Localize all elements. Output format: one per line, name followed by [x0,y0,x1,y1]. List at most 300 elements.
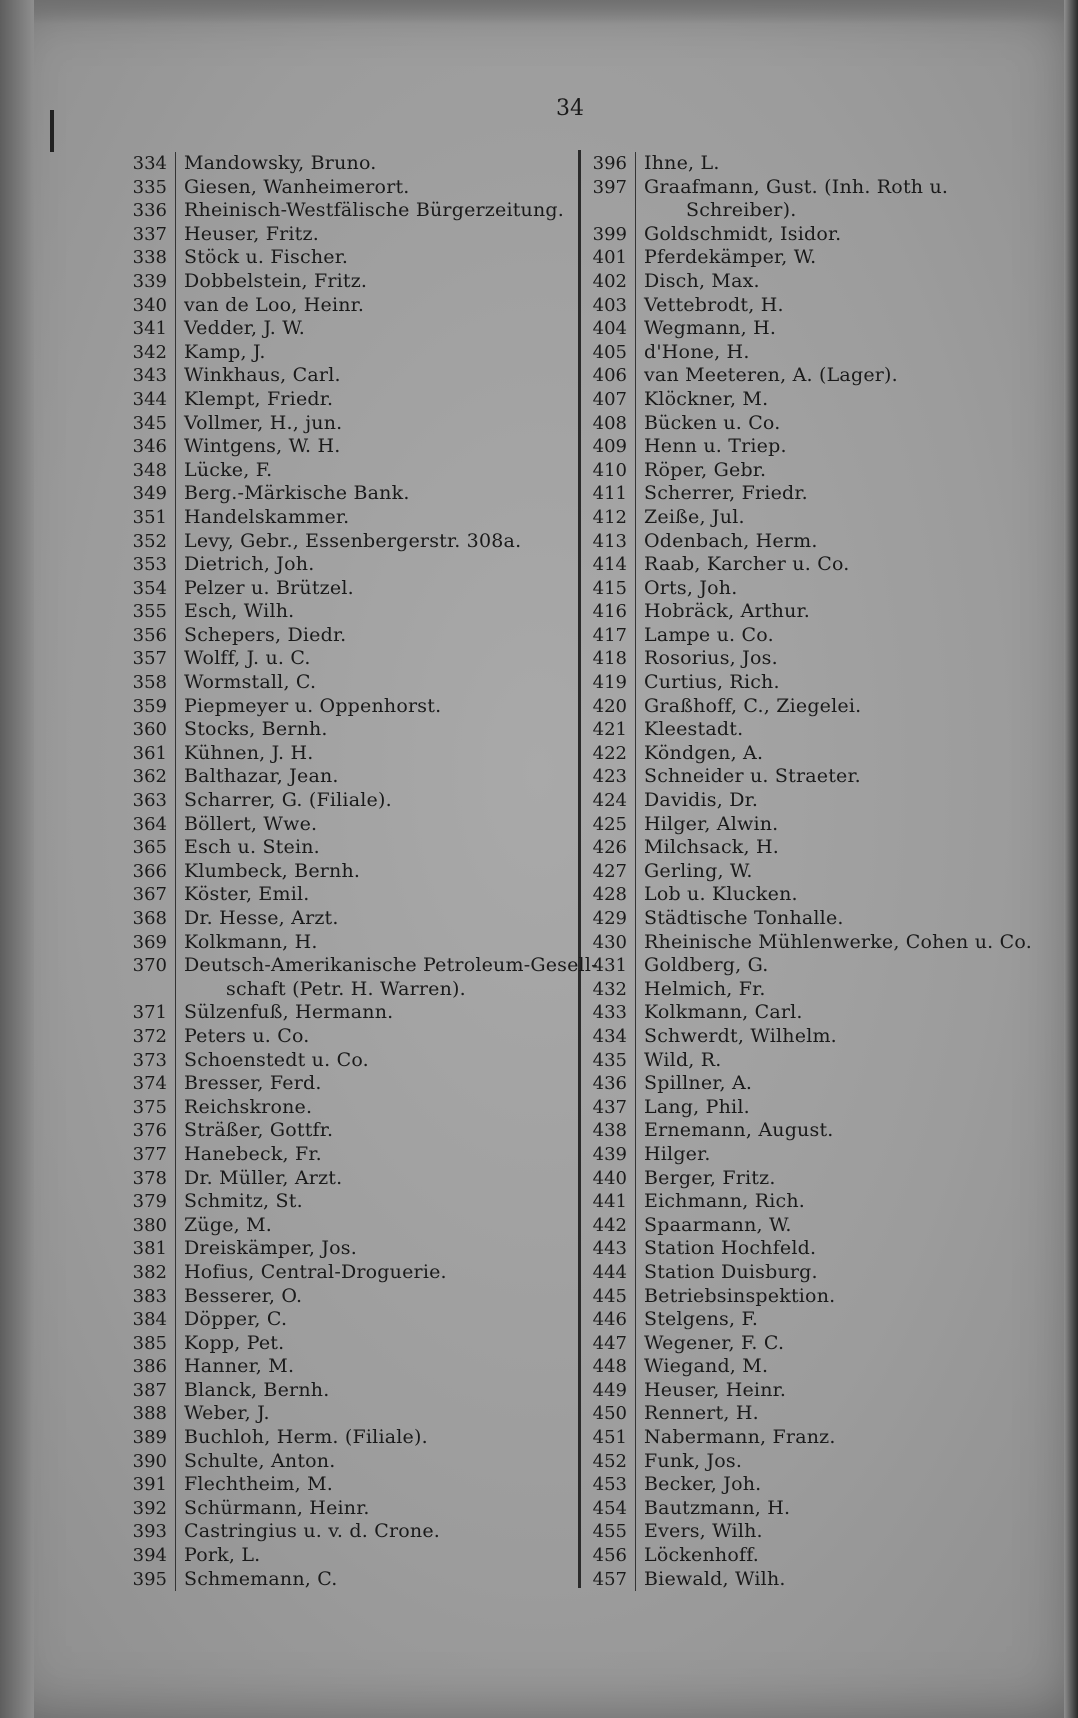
entry-number: 375 [132,1096,167,1118]
entry-name: Schreiber). [635,199,1045,223]
directory-entry [95,836,575,860]
entry-number: 384 [132,1309,167,1331]
directory-entry [575,883,1045,907]
entry-name: Kolkmann, Carl. [635,1001,1045,1025]
directory-entry [575,577,1045,601]
entry-number: 392 [132,1497,167,1519]
directory-entry [575,1450,1045,1474]
directory-entry [95,813,575,837]
entry-name: Esch, Wilh. [175,600,575,624]
directory-entry [575,789,1045,813]
directory-entry [575,742,1045,766]
entry-name: Heuser, Heinr. [635,1379,1045,1403]
entry-number: 391 [132,1474,167,1496]
entry-number: 429 [592,908,627,929]
entry-name: van de Loo, Heinr. [175,294,575,318]
entry-name: Kühnen, J. H. [175,742,575,766]
directory-entry [95,1285,575,1309]
entry-name: Betriebsinspektion. [635,1285,1045,1309]
entry-name: Rennert, H. [635,1402,1045,1426]
entry-number: 399 [592,223,627,245]
entry-name: Esch u. Stein. [175,836,575,860]
margin-mark [50,110,54,152]
entry-number: 409 [592,436,627,458]
entry-number: 357 [132,648,167,670]
directory-entry [575,223,1045,247]
entry-number: 427 [592,860,627,882]
directory-entry [575,364,1045,388]
entry-name: Goldschmidt, Isidor. [635,223,1045,247]
entry-number: 367 [132,884,167,906]
entry-number: 358 [132,672,167,694]
entry-number: 363 [132,790,167,812]
directory-entry [95,1355,575,1379]
directory-entry [575,836,1045,860]
entry-number: 453 [592,1474,627,1496]
directory-entry [95,176,575,200]
directory-entry [575,435,1045,459]
entry-number: 376 [132,1120,167,1142]
directory-entry [95,624,575,648]
directory-entry [95,1049,575,1073]
entry-number: 404 [592,318,627,340]
entry-number: 338 [132,247,167,269]
entry-name: Hofius, Central-Droguerie. [175,1261,575,1285]
entry-name: Schmemann, C. [175,1568,575,1592]
directory-entry [95,742,575,766]
directory-entry [575,1308,1045,1332]
entry-name: Pelzer u. Brützel. [175,577,575,601]
entry-number: 418 [592,648,627,670]
entry-number: 403 [592,294,627,316]
entry-number: 402 [592,270,627,292]
directory-entry [575,1473,1045,1497]
directory-entry [575,530,1045,554]
entry-number: 428 [592,884,627,906]
entry-name: Piepmeyer u. Oppenhorst. [175,695,575,719]
directory-entry [575,1001,1045,1025]
entry-name: Schwerdt, Wilhelm. [635,1025,1045,1049]
entry-name: Berg.-Märkische Bank. [175,482,575,506]
directory-entry [95,718,575,742]
directory-entry [575,341,1045,365]
entry-number: 414 [592,554,627,576]
directory-entry [95,482,575,506]
entry-name: Scharrer, G. (Filiale). [175,789,575,813]
entry-number: 443 [592,1238,627,1260]
entry-number: 380 [132,1214,167,1236]
entry-number: 394 [132,1545,167,1567]
directory-entry [575,1497,1045,1521]
entry-number: 454 [592,1497,627,1519]
entry-number: 361 [132,742,167,764]
entry-name: Peters u. Co. [175,1025,575,1049]
entry-name: Lob u. Klucken. [635,883,1045,907]
entry-name: d'Hone, H. [635,341,1045,365]
entry-name: Giesen, Wanheimerort. [175,176,575,200]
entry-number: 434 [592,1025,627,1047]
directory-entry [575,246,1045,270]
entry-name: Spillner, A. [635,1072,1045,1096]
page-right-shadow [1064,0,1078,1718]
directory-entry [95,1143,575,1167]
directory-entry [95,1308,575,1332]
entry-number: 435 [592,1049,627,1071]
entry-number: 365 [132,837,167,859]
entry-number: 366 [132,860,167,882]
entry-name: Stöck u. Fischer. [175,246,575,270]
directory-entry [95,978,575,1002]
directory-entry [575,671,1045,695]
entry-number: 336 [132,200,167,222]
directory-entry [575,1143,1045,1167]
directory-entry [575,1285,1045,1309]
entry-number: 430 [592,931,627,953]
entry-name: Wintgens, W. H. [175,435,575,459]
entry-number: 424 [592,790,627,812]
entry-name: Davidis, Dr. [635,789,1045,813]
entry-name: Klöckner, M. [635,388,1045,412]
entry-number: 386 [132,1356,167,1378]
directory-entry [575,1379,1045,1403]
directory-entry [95,506,575,530]
entry-name: Spaarmann, W. [635,1214,1045,1238]
entry-name: Levy, Gebr., Essenbergerstr. 308a. [175,530,575,554]
entry-name: Hilger. [635,1143,1045,1167]
entry-name: Ernemann, August. [635,1119,1045,1143]
entry-number: 382 [132,1261,167,1283]
directory-entry [575,506,1045,530]
entry-name: Helmich, Fr. [635,978,1045,1002]
directory-entry [95,317,575,341]
directory-entry [95,600,575,624]
entry-number: 372 [132,1025,167,1047]
entry-name: Wiegand, M. [635,1355,1045,1379]
entry-number: 410 [592,459,627,481]
directory-entry [95,388,575,412]
entry-name: Eichmann, Rich. [635,1190,1045,1214]
entry-number: 370 [132,955,167,977]
entry-number: 448 [592,1356,627,1378]
directory-entry [95,789,575,813]
entry-number: 412 [592,506,627,528]
directory-entry [95,1450,575,1474]
directory-entry [575,482,1045,506]
directory-entry [95,1119,575,1143]
directory-entry [95,765,575,789]
entry-number: 397 [592,176,627,198]
entry-name: Raab, Karcher u. Co. [635,553,1045,577]
entry-name: Hanner, M. [175,1355,575,1379]
entry-name: Sträßer, Gottfr. [175,1119,575,1143]
entry-number: 408 [592,412,627,434]
entry-number: 413 [592,530,627,552]
directory-entry [95,530,575,554]
directory-entry [575,978,1045,1002]
entry-name: Hilger, Alwin. [635,813,1045,837]
directory-entry [95,883,575,907]
directory-entry [95,553,575,577]
directory-entry [575,317,1045,341]
entry-number: 368 [132,908,167,929]
entry-name: Schürmann, Heinr. [175,1497,575,1521]
directory-entry [95,1544,575,1568]
entry-name: Zeiße, Jul. [635,506,1045,530]
entry-name: Dreiskämper, Jos. [175,1237,575,1261]
entry-number: 456 [592,1545,627,1567]
right-column [575,152,1045,1591]
directory-entry [575,388,1045,412]
entry-name: Disch, Max. [635,270,1045,294]
entry-name: Dr. Hesse, Arzt. [175,907,575,931]
entry-number: 395 [132,1568,167,1590]
directory-entry [95,695,575,719]
directory-entry [95,931,575,955]
entry-name: Hobräck, Arthur. [635,600,1045,624]
entry-name: Vettebrodt, H. [635,294,1045,318]
entry-name: Klempt, Friedr. [175,388,575,412]
entry-name: Deutsch-Amerikanische Petroleum-Gesell- [175,954,598,978]
entry-number: 352 [132,530,167,552]
entry-number: 401 [592,247,627,269]
entry-number: 390 [132,1450,167,1472]
entry-name: Handelskammer. [175,506,575,530]
entry-name: Städtische Tonhalle. [635,907,1045,931]
entry-name: Besserer, O. [175,1285,575,1309]
directory-entry [95,364,575,388]
directory-entry [575,459,1045,483]
entry-name: Heuser, Fritz. [175,223,575,247]
directory-entry [95,1025,575,1049]
entry-name: Züge, M. [175,1214,575,1238]
entry-number: 359 [132,695,167,717]
directory-entry [575,176,1045,200]
entry-name: Rheinische Mühlenwerke, Cohen u. Co. [635,931,1045,955]
entry-name: Flechtheim, M. [175,1473,575,1497]
entry-number: 371 [132,1002,167,1024]
entry-name: Winkhaus, Carl. [175,364,575,388]
entry-number: 433 [592,1002,627,1024]
entry-number: 337 [132,223,167,245]
entry-number: 351 [132,506,167,528]
directory-entry [95,860,575,884]
directory-entry [575,1332,1045,1356]
entry-name: Sülzenfuß, Hermann. [175,1001,575,1025]
entry-name: Köster, Emil. [175,883,575,907]
entry-number: 339 [132,270,167,292]
entry-name: schaft (Petr. H. Warren). [175,978,575,1002]
entry-name: Stocks, Bernh. [175,718,575,742]
entry-name: Curtius, Rich. [635,671,1045,695]
directory-entry [95,671,575,695]
entry-name: Goldberg, G. [635,954,1045,978]
entry-number: 373 [132,1049,167,1071]
entry-number: 381 [132,1238,167,1260]
directory-entry [575,412,1045,436]
directory-entry [95,341,575,365]
entry-number: 419 [592,672,627,694]
directory-entry [95,1096,575,1120]
entry-name: Bresser, Ferd. [175,1072,575,1096]
directory-entry [95,270,575,294]
entry-number: 385 [132,1332,167,1354]
entry-number: 438 [592,1120,627,1142]
directory-entry [575,813,1045,837]
directory-entry [575,1355,1045,1379]
entry-name: Köndgen, A. [635,742,1045,766]
entry-number: 455 [592,1521,627,1543]
entry-name: Odenbach, Herm. [635,530,1045,554]
entry-number: 334 [132,153,167,174]
entry-number: 447 [592,1332,627,1354]
entry-number: 421 [592,719,627,741]
entry-number: 364 [132,813,167,835]
entry-number: 396 [592,153,627,174]
entry-name: Nabermann, Franz. [635,1426,1045,1450]
entry-number: 389 [132,1427,167,1449]
directory-entry [575,199,1045,223]
entry-name: Schneider u. Straeter. [635,765,1045,789]
directory-entry [95,1332,575,1356]
entry-number: 450 [592,1403,627,1425]
entry-number: 378 [132,1167,167,1189]
entry-number: 388 [132,1403,167,1425]
entry-name: Station Duisburg. [635,1261,1045,1285]
entry-number: 407 [592,388,627,410]
entry-number: 341 [132,318,167,340]
directory-entry [95,199,575,223]
directory-entry [95,412,575,436]
entry-number: 374 [132,1073,167,1095]
directory-entry [575,1237,1045,1261]
entry-name: Balthazar, Jean. [175,765,575,789]
entry-number: 393 [132,1521,167,1543]
entry-number: 356 [132,624,167,646]
directory-entry [95,1001,575,1025]
directory-entry [95,577,575,601]
directory-entry [575,765,1045,789]
directory-entry [575,695,1045,719]
entry-number: 369 [132,931,167,953]
directory-entry [575,1261,1045,1285]
entry-name: Wild, R. [635,1049,1045,1073]
directory-entry [575,1214,1045,1238]
directory-entry [95,954,598,978]
entry-number: 441 [592,1191,627,1213]
entry-name: Gerling, W. [635,860,1045,884]
directory-entry [95,1497,575,1521]
entry-number: 362 [132,766,167,788]
entry-name: Funk, Jos. [635,1450,1045,1474]
directory-entry [575,1520,1045,1544]
directory-entry [575,1426,1045,1450]
entry-name: Evers, Wilh. [635,1520,1045,1544]
entry-name: Dietrich, Joh. [175,553,575,577]
entry-name: Castringius u. v. d. Crone. [175,1520,575,1544]
entry-name: Weber, J. [175,1402,575,1426]
entry-number: 387 [132,1379,167,1401]
entry-name: Rheinisch-Westfälische Bürgerzeitung. [175,199,575,223]
entry-name: Graafmann, Gust. (Inh. Roth u. [635,176,1045,200]
entry-number: 383 [132,1285,167,1307]
entry-number: 348 [132,459,167,481]
entry-number: 379 [132,1191,167,1213]
entry-number: 425 [592,813,627,835]
directory-entry [95,1167,575,1191]
entry-number: 417 [592,624,627,646]
directory-entry [575,1544,1045,1568]
entry-number: 416 [592,601,627,623]
page-top-shadow [0,0,1078,24]
entry-number: 411 [592,483,627,505]
entry-number: 353 [132,554,167,576]
directory-entry [95,294,575,318]
entry-number: 449 [592,1379,627,1401]
directory-entry [95,1473,575,1497]
entry-name: Schoenstedt u. Co. [175,1049,575,1073]
entry-name: Wegmann, H. [635,317,1045,341]
entry-name: Wormstall, C. [175,671,575,695]
entry-name: Röper, Gebr. [635,459,1045,483]
directory-entry [575,624,1045,648]
entry-number: 444 [592,1261,627,1283]
directory-entry [95,1190,575,1214]
directory-entry [575,860,1045,884]
entry-number: 405 [592,341,627,363]
entry-name: Blanck, Bernh. [175,1379,575,1403]
directory-entry [95,152,575,176]
directory-entry [95,1261,575,1285]
left-column [95,152,598,1591]
entry-name: Pork, L. [175,1544,575,1568]
entry-number: 422 [592,742,627,764]
directory-entry [95,435,575,459]
page-number: 34 [556,96,584,121]
directory-entry [575,600,1045,624]
entry-name: Biewald, Wilh. [635,1568,1045,1592]
directory-entry [95,459,575,483]
entry-number: 354 [132,577,167,599]
directory-entry [95,1426,575,1450]
directory-entry [575,270,1045,294]
entry-number: 445 [592,1285,627,1307]
entry-name: Schepers, Diedr. [175,624,575,648]
entry-name: Schulte, Anton. [175,1450,575,1474]
directory-entry [575,931,1045,955]
entry-number: 439 [592,1143,627,1165]
entry-name: Lücke, F. [175,459,575,483]
entry-name: Wolff, J. u. C. [175,647,575,671]
entry-name: Böllert, Wwe. [175,813,575,837]
entry-number: 437 [592,1096,627,1118]
directory-entry [575,1025,1045,1049]
entry-number: 442 [592,1214,627,1236]
directory-entry [575,718,1045,742]
entry-name: Scherrer, Friedr. [635,482,1045,506]
entry-name: Mandowsky, Bruno. [175,152,575,176]
directory-entry [575,1072,1045,1096]
entry-name: Buchloh, Herm. (Filiale). [175,1426,575,1450]
entry-name: Rosorius, Jos. [635,647,1045,671]
directory-entry [95,907,575,931]
entry-number: 426 [592,837,627,859]
entry-name: Kleestadt. [635,718,1045,742]
page-left-shadow [0,0,34,1718]
entry-name: Ihne, L. [635,152,1045,176]
entry-number: 343 [132,365,167,387]
entry-name: Wegener, F. C. [635,1332,1045,1356]
entry-name: Kolkmann, H. [175,931,575,955]
